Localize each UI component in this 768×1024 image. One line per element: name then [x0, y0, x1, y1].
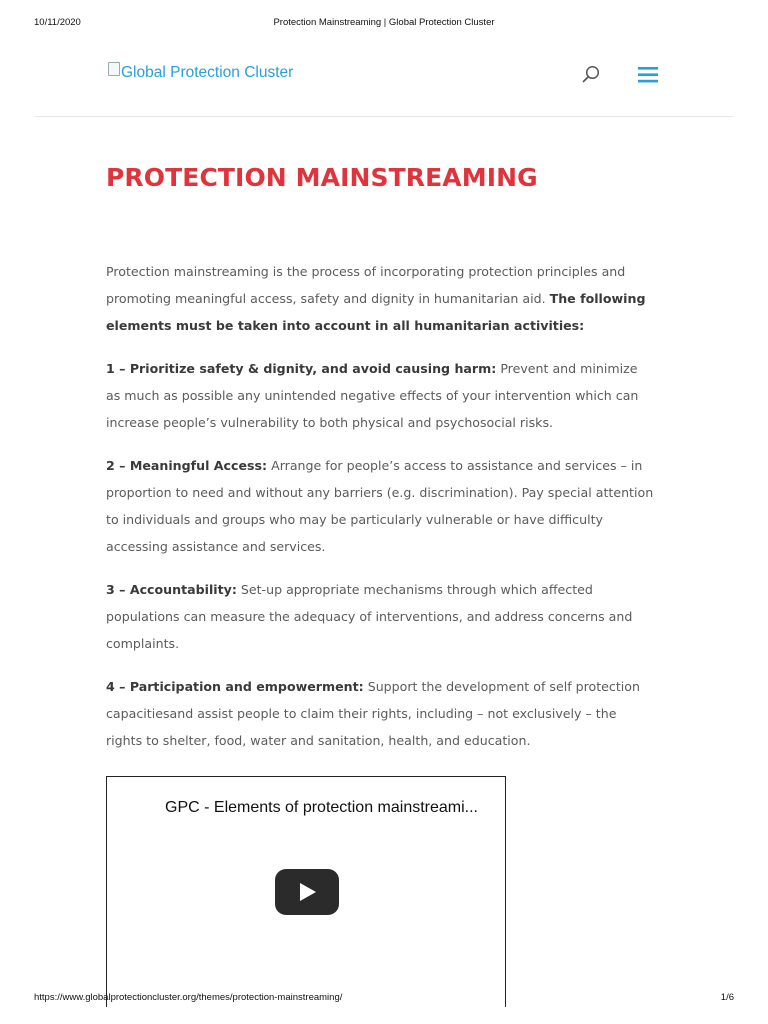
element-paragraph: 3 – Accountability: Set-up appropriate mechanisms through which affected populations can measure the adequacy of interventions, and address concerns and complaints. — [106, 582, 633, 651]
element-paragraph: 2 – Meaningful Access: Arrange for people’s access to assistance and services – in proportion to need and without any barriers (e.g. discrimination). Pay special attention to individuals and groups who may be particularly vulnerable or have difficulty accessing assistance and services. — [106, 458, 654, 554]
element-heading: 3 – Accountability — [106, 582, 232, 597]
print-document-title: Protection Mainstreaming | Global Protection Cluster — [273, 17, 495, 28]
search-icon — [580, 64, 602, 86]
element-heading: 4 – Participation and empowerment — [106, 679, 359, 694]
search-button[interactable] — [580, 64, 602, 86]
print-date: 10/11/2020 — [34, 17, 81, 28]
element-text: Support the development of self protection capacitiesand assist people to claim their rights, including – not exclusively – the rights to shelter, food, water and sanitation, health, and education. — [106, 679, 640, 748]
element-text: Arrange for people’s access to assistance and services – in proportion to need and without any barriers (e.g. discrimination). Pay special attention to individuals and groups who may be particularly vulnerable or have difficulty accessing assistance and services. — [106, 458, 654, 554]
logo-alt-text: Global Protection Cluster — [121, 64, 294, 81]
element-heading: 1 – Prioritize safety & dignity, and avoid causing harm — [106, 361, 492, 376]
element-paragraph: 1 – Prioritize safety & dignity, and avoid causing harm: Prevent and minimize as much as possible any unintended negative effects of your intervention which can increase people’s vulnerability to both physical and psychosocial risks. — [106, 361, 639, 430]
page-title: PROTECTION MAINSTREAMING — [106, 163, 538, 192]
element-text: Prevent and minimize as much as possible any unintended negative effects of your intervention which can increase people’s vulnerability to both physical and psychosocial risks. — [106, 361, 639, 430]
intro-text: Protection mainstreaming is the process of incorporating protection principles and promoting meaningful access, safety and dignity in humanitarian aid. — [106, 264, 626, 306]
video-play-button[interactable] — [275, 869, 339, 915]
site-header — [35, 56, 733, 117]
element-heading: 2 – Meaningful Access — [106, 458, 263, 473]
article-body — [106, 258, 654, 770]
video-title[interactable]: GPC - Elements of protection mainstreami... — [165, 799, 478, 816]
element-text: Set-up appropriate mechanisms through which affected populations can measure the adequacy of interventions, and address concerns and complaints. — [106, 582, 633, 651]
hamburger-menu-icon — [637, 65, 659, 85]
element-paragraph: 4 – Participation and empowerment: Support the development of self protection capacitiesand assist people to claim their rights, including – not exclusively – the rights to shelter, food, water and sanitation, health, and education. — [106, 679, 640, 748]
broken-image-icon — [108, 62, 120, 76]
menu-button[interactable] — [637, 65, 659, 85]
intro-bold-text: The following elements must be taken into account in all humanitarian activities: — [106, 291, 646, 333]
print-url: https://www.globalprotectioncluster.org/themes/protection-mainstreaming/ — [34, 992, 343, 1003]
play-icon — [275, 869, 339, 915]
embedded-video[interactable] — [106, 776, 506, 1007]
site-logo-link[interactable] — [108, 64, 293, 82]
print-page-number: 1/6 — [720, 992, 734, 1003]
intro-paragraph — [106, 258, 654, 339]
